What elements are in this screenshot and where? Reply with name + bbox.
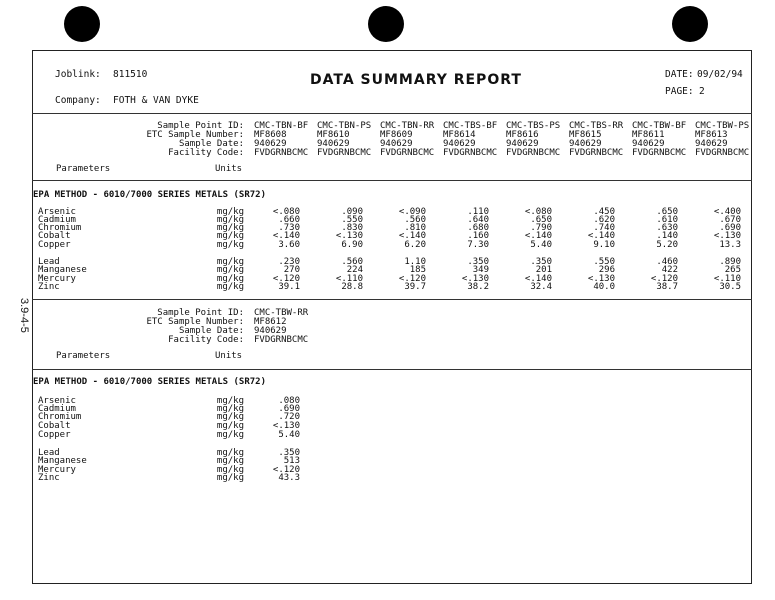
unit-cell: mg/kg — [216, 240, 244, 250]
sample-date-label: Sample Date: — [178, 139, 244, 149]
value-cell: <.110 — [713, 274, 741, 284]
param-chromium: Chromium — [38, 223, 82, 233]
sample-point-6: CMC-TBS-RR — [569, 121, 624, 131]
param-manganese: Manganese — [38, 456, 87, 466]
value-cell: <.130 — [587, 274, 615, 284]
value-cell: .620 — [593, 215, 615, 225]
sample-etc-1: MF8612 — [254, 317, 287, 327]
unit-cell: mg/kg — [216, 448, 244, 458]
joblink-label: Joblink: — [55, 69, 101, 80]
units-heading: Units — [215, 164, 243, 174]
value-cell: 422 — [661, 265, 678, 275]
sample-point-label: Sample Point ID: — [157, 121, 244, 131]
sample-etc-7: MF8611 — [632, 130, 665, 140]
sample-date-1: 940629 — [254, 139, 287, 149]
unit-cell: mg/kg — [216, 430, 244, 440]
section1-divider — [32, 180, 752, 181]
value-cell: <.130 — [461, 274, 489, 284]
value-cell: 6.90 — [341, 240, 363, 250]
sample-facility-2: FVDGRNBCMC — [317, 148, 372, 158]
param-arsenic: Arsenic — [38, 207, 76, 217]
sample-date-5: 940629 — [506, 139, 539, 149]
param-copper: Copper — [38, 430, 71, 440]
sample-etc-1: MF8608 — [254, 130, 287, 140]
value-cell: .830 — [341, 223, 363, 233]
value-cell: 39.7 — [404, 282, 426, 292]
report-title: DATA SUMMARY REPORT — [310, 72, 522, 88]
value-cell: <.080 — [524, 207, 552, 217]
unit-cell: mg/kg — [216, 421, 244, 431]
value-cell: .230 — [278, 257, 300, 267]
value-cell: .350 — [278, 448, 300, 458]
sample-date-7: 940629 — [632, 139, 665, 149]
units-heading-2: Units — [215, 351, 243, 361]
punch-hole-center — [368, 6, 404, 42]
value-cell: .550 — [341, 215, 363, 225]
value-cell: <.110 — [335, 274, 363, 284]
punch-hole-left — [64, 6, 100, 42]
sample-point-7: CMC-TBW-BF — [632, 121, 687, 131]
value-cell: .740 — [593, 223, 615, 233]
value-cell: 296 — [598, 265, 615, 275]
section2-method: EPA METHOD - 6010/7000 SERIES METALS (SR72) — [33, 377, 266, 387]
value-cell: <.080 — [272, 207, 300, 217]
param-cadmium: Cadmium — [38, 404, 76, 414]
unit-cell: mg/kg — [216, 404, 244, 414]
sample-etc-3: MF8609 — [380, 130, 413, 140]
section1-method: EPA METHOD - 6010/7000 SERIES METALS (SR72) — [33, 190, 266, 200]
value-cell: 5.20 — [656, 240, 678, 250]
sample-facility-7: FVDGRNBCMC — [632, 148, 687, 158]
value-cell: <.120 — [398, 274, 426, 284]
param-cobalt: Cobalt — [38, 231, 71, 241]
value-cell: .680 — [467, 223, 489, 233]
param-cadmium: Cadmium — [38, 215, 76, 225]
sample-date-4: 940629 — [443, 139, 476, 149]
unit-cell: mg/kg — [216, 274, 244, 284]
param-zinc: Zinc — [38, 473, 60, 483]
parameters-heading-2: Parameters — [56, 351, 111, 361]
value-cell: <.120 — [272, 274, 300, 284]
page-label: PAGE: — [665, 86, 694, 97]
sample-facility-3: FVDGRNBCMC — [380, 148, 435, 158]
sample-etc-5: MF8616 — [506, 130, 539, 140]
value-cell: 3.60 — [278, 240, 300, 250]
sample-facility-5: FVDGRNBCMC — [506, 148, 561, 158]
sample-point-2: CMC-TBN-PS — [317, 121, 372, 131]
section2-divider — [32, 369, 752, 370]
sample-date-label-2: Sample Date: — [178, 326, 244, 336]
page-value: 2 — [699, 86, 705, 97]
unit-cell: mg/kg — [216, 465, 244, 475]
sample-date-6: 940629 — [569, 139, 602, 149]
value-cell: 201 — [535, 265, 552, 275]
value-cell: <.140 — [524, 231, 552, 241]
value-cell: 1.10 — [404, 257, 426, 267]
value-cell: .160 — [467, 231, 489, 241]
sample-facility-4: FVDGRNBCMC — [443, 148, 498, 158]
value-cell: 39.1 — [278, 282, 300, 292]
sample-facility-1: FVDGRNBCMC — [254, 148, 309, 158]
value-cell: 32.4 — [530, 282, 552, 292]
value-cell: <.130 — [335, 231, 363, 241]
value-cell: <.120 — [650, 274, 678, 284]
sample-etc-8: MF8613 — [695, 130, 728, 140]
value-cell: 28.8 — [341, 282, 363, 292]
value-cell: 38.7 — [656, 282, 678, 292]
value-cell: 6.20 — [404, 240, 426, 250]
value-cell: 185 — [409, 265, 426, 275]
value-cell: .890 — [719, 257, 741, 267]
unit-cell: mg/kg — [216, 282, 244, 292]
value-cell: <.400 — [713, 207, 741, 217]
sample-facility-6: FVDGRNBCMC — [569, 148, 624, 158]
value-cell: .660 — [278, 215, 300, 225]
sample-facility-1: FVDGRNBCMC — [254, 335, 309, 345]
value-cell: 5.40 — [278, 430, 300, 440]
value-cell: .460 — [656, 257, 678, 267]
unit-cell: mg/kg — [216, 223, 244, 233]
param-lead: Lead — [38, 448, 60, 458]
unit-cell: mg/kg — [216, 396, 244, 406]
sample-point-1: CMC-TBW-RR — [254, 308, 309, 318]
value-cell: 270 — [283, 265, 300, 275]
unit-cell: mg/kg — [216, 456, 244, 466]
sample-etc-6: MF8615 — [569, 130, 602, 140]
section-divider — [32, 299, 752, 300]
value-cell: .650 — [656, 207, 678, 217]
value-cell: .630 — [656, 223, 678, 233]
value-cell: .650 — [530, 215, 552, 225]
value-cell: .560 — [404, 215, 426, 225]
sample-date-3: 940629 — [380, 139, 413, 149]
value-cell: .640 — [467, 215, 489, 225]
facility-code-label: Facility Code: — [168, 148, 244, 158]
value-cell: 43.3 — [278, 473, 300, 483]
unit-cell: mg/kg — [216, 215, 244, 225]
sample-point-1: CMC-TBN-BF — [254, 121, 309, 131]
value-cell: .730 — [278, 223, 300, 233]
etc-number-label-2: ETC Sample Number: — [146, 317, 244, 327]
value-cell: 513 — [283, 456, 300, 466]
value-cell: .610 — [656, 215, 678, 225]
value-cell: .090 — [341, 207, 363, 217]
value-cell: 9.10 — [593, 240, 615, 250]
param-mercury: Mercury — [38, 465, 76, 475]
value-cell: .670 — [719, 215, 741, 225]
facility-code-label-2: Facility Code: — [168, 335, 244, 345]
value-cell: 38.2 — [467, 282, 489, 292]
value-cell: 224 — [346, 265, 363, 275]
margin-annotation: 3.9-4-5 — [18, 298, 30, 333]
sample-point-label-2: Sample Point ID: — [157, 308, 244, 318]
param-zinc: Zinc — [38, 282, 60, 292]
sample-facility-8: FVDGRNBCMC — [695, 148, 750, 158]
param-arsenic: Arsenic — [38, 396, 76, 406]
parameters-heading: Parameters — [56, 164, 111, 174]
param-cobalt: Cobalt — [38, 421, 71, 431]
unit-cell: mg/kg — [216, 265, 244, 275]
sample-point-3: CMC-TBN-RR — [380, 121, 435, 131]
value-cell: <.140 — [524, 274, 552, 284]
unit-cell: mg/kg — [216, 473, 244, 483]
value-cell: .080 — [278, 396, 300, 406]
unit-cell: mg/kg — [216, 412, 244, 422]
value-cell: .810 — [404, 223, 426, 233]
sample-etc-2: MF8610 — [317, 130, 350, 140]
value-cell: .450 — [593, 207, 615, 217]
value-cell: .350 — [467, 257, 489, 267]
value-cell: <.140 — [398, 231, 426, 241]
sample-date-2: 940629 — [317, 139, 350, 149]
value-cell: 40.0 — [593, 282, 615, 292]
value-cell: .690 — [719, 223, 741, 233]
sample-date-8: 940629 — [695, 139, 728, 149]
value-cell: <.130 — [272, 421, 300, 431]
date-label: DATE: — [665, 69, 694, 80]
header-divider — [32, 113, 752, 114]
sample-point-4: CMC-TBS-BF — [443, 121, 498, 131]
sample-point-5: CMC-TBS-PS — [506, 121, 561, 131]
value-cell: <.140 — [587, 231, 615, 241]
etc-number-label: ETC Sample Number: — [146, 130, 244, 140]
value-cell: 7.30 — [467, 240, 489, 250]
value-cell: <.140 — [272, 231, 300, 241]
value-cell: <.120 — [272, 465, 300, 475]
joblink-value: 811510 — [113, 69, 148, 80]
value-cell: .790 — [530, 223, 552, 233]
punch-hole-right — [672, 6, 708, 42]
value-cell: 349 — [472, 265, 489, 275]
sample-etc-4: MF8614 — [443, 130, 476, 140]
value-cell: <.090 — [398, 207, 426, 217]
date-value: 09/02/94 — [697, 69, 743, 80]
sample-date-1: 940629 — [254, 326, 287, 336]
param-copper: Copper — [38, 240, 71, 250]
company-value: FOTH & VAN DYKE — [113, 95, 199, 106]
unit-cell: mg/kg — [216, 257, 244, 267]
param-manganese: Manganese — [38, 265, 87, 275]
value-cell: .140 — [656, 231, 678, 241]
value-cell: <.130 — [713, 231, 741, 241]
param-lead: Lead — [38, 257, 60, 267]
sample-point-8: CMC-TBW-PS — [695, 121, 750, 131]
value-cell: .550 — [593, 257, 615, 267]
value-cell: 5.40 — [530, 240, 552, 250]
value-cell: 13.3 — [719, 240, 741, 250]
value-cell: .350 — [530, 257, 552, 267]
value-cell: .110 — [467, 207, 489, 217]
unit-cell: mg/kg — [216, 231, 244, 241]
company-label: Company: — [55, 95, 101, 106]
value-cell: .560 — [341, 257, 363, 267]
value-cell: .690 — [278, 404, 300, 414]
value-cell: .720 — [278, 412, 300, 422]
value-cell: 30.5 — [719, 282, 741, 292]
param-mercury: Mercury — [38, 274, 76, 284]
unit-cell: mg/kg — [216, 207, 244, 217]
value-cell: 265 — [724, 265, 741, 275]
param-chromium: Chromium — [38, 412, 82, 422]
